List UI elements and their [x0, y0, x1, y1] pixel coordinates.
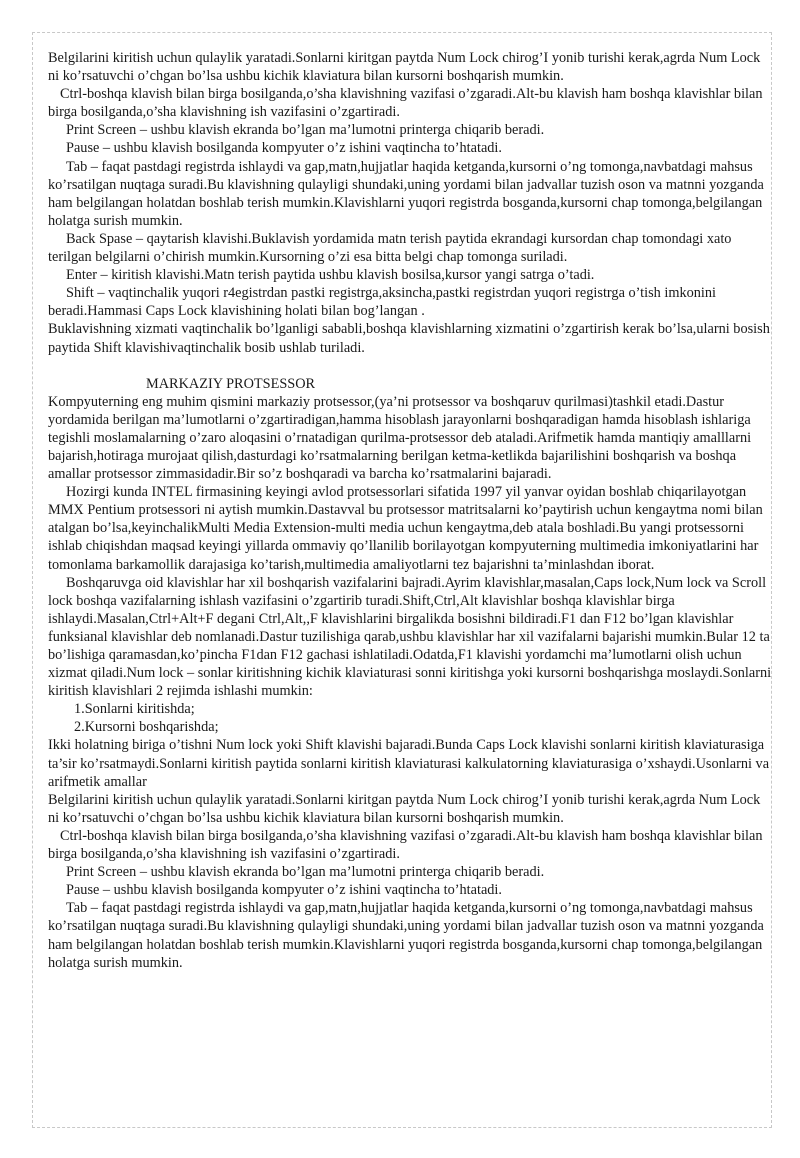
paragraph: Kompyuterning eng muhim qismini markaziy protsessor,(ya’ni protsessor va boshqaruv qurilmasi)tashkil etadi.Dastur yordamida berilgan ma’lumotlarni o’zgartiradigan,hamma hisoblash jarayonlarni boshqaradigan hamda hisoblash ishlariga tegishli moslamalarning o’zaro aloqasini o’rnatadigan qurilma-protsessor deb ataladi.Arifmetik hamda mantiqiy amalllarni bajarish,hotiraga murojaat qilish,dasturdagi ko’rsatmalarning berilgan ketma-ketlikda bajarilishini boshqarish va boshqa amallar protsessor zimmasidadir.Bir so’z boshqaradi va barcha ko’rsatmalarini bajaradi.	[48, 393, 752, 483]
paragraph: Enter – kiritish klavishi.Matn terish paytida ushbu klavish bosilsa,kursor yangi satrga o’tadi.	[66, 267, 595, 284]
paragraph: Buklavishning xizmati vaqtinchalik bo’lganligi sababli,boshqa klavishlarning xizmatini o’zgartirish kerak bo’lsa,ularni bosish paytida Shift klavishivaqtinchalik bosib ushlab turiladi.	[48, 321, 770, 356]
paragraph: Pause – ushbu klavish bosilganda kompyuter o’z ishini vaqtincha to’htatadi.	[66, 140, 502, 157]
paragraph: Belgilarini kiritish uchun qulaylik yaratadi.Sonlarni kiritgan paytda Num Lock chirog’I yonib turishi kerak,agrda Num Lock ni ko’rsatuvchi o’chgan bo’lsa ushbu kichik klaviatura bilan kursorni boshqarish mumkin.	[48, 50, 761, 85]
list-item: 1.Sonlarni kiritishda;	[74, 701, 195, 718]
paragraph: Boshqaruvga oid klavishlar har xil boshqarish vazifalarini bajradi.Ayrim klavishlar,masalan,Caps lock,Num lock va Scroll lock boshqa vazifalarning ishlash vazifasini o’zgartirib turadi.Shift,Ctrl,Alt klavishlar boshqa klavishlar birga ishlaydi.Masalan,Ctrl+Alt+F degani Ctrl,Alt,,F klavishlarini birgalikda bosishni bildiradi.F1 dan F12 bo’lgan klavishlar funksianal klavishlar deb nomlanadi.Dastur tuzilishiga qarab,ushbu klavishlar har xil vazifalarni bajarishi mumkin.Bular 12 ta bo’lishiga qaramasdan,ko’pincha F1dan F12 gachasi ishlatiladi.Odatda,F1 klavishi yordamchi ma’lumotlarni olish uchun xizmat qiladi.Num lock – sonlar kiritishning kichik klaviaturasi sonni kiritishga yoki kursorni boshqarishga moslaydi.Sonlarni kiritish klavishlari 2 rejimda ishlashi mumkin:	[48, 574, 772, 700]
paragraph: Ctrl-boshqa klavish bilan birga bosilganda,o’sha klavishning vazifasi o’zgaradi.Alt-bu klavish ham boshqa klavishlar bilan birga bosilganda,o’sha klavishning ish vazifasini o’zgartiradi.	[48, 827, 763, 863]
paragraph: Print Screen – ushbu klavish ekranda bo’lgan ma’lumotni printerga chiqarib beradi.	[66, 864, 545, 881]
section-heading: MARKAZIY PROTSESSOR	[146, 375, 316, 392]
paragraph: Pause – ushbu klavish bosilganda kompyuter o’z ishini vaqtincha to’htatadi.	[66, 882, 502, 899]
paragraph: Ikki holatning biriga o’tishni Num lock yoki Shift klavishi bajaradi.Bunda Caps Lock klavishi sonlarni kiritish klaviaturasiga ta’sir ko’rsatmaydi.Sonlarni kiritish paytida sonlarni kiritish klaviaturasi kalkulatorning klaviaturasiga o’xshaydi.Usonlarni va arifmetik amallar	[48, 737, 770, 790]
paragraph: Hozirgi kunda INTEL firmasining keyingi avlod protsessorlari sifatida 1997 yil yanvar oyidan boshlab chiqarilayotgan MMX Pentium protsessori ni aytish mumkin.Dastavval bu protsessor matritsalarni ko’paytirish uchun kengaytma nomi bilan atalgan bo’lsa,keyinchalikMulti Media Extension-multi media uchun kengaytma,deb atala boshladi.Bu yangi protsessorni ishlab chiqishdan maqsad keyingi yillarda ommaviy qo’llanilib borilayotgan kompyuterning multimedia imkoniyatlarini har tomonlama barkamollik darajasiga ko’tarish,multimedia amaliyotlarni tez bajarishni ta’minlashdan iborat.	[48, 484, 763, 573]
paragraph: Tab – faqat pastdagi registrda ishlaydi va gap,matn,hujjatlar haqida ketganda,kursorni o’ng tomonga,navbatdagi mahsus ko’rsatilgan nuqtaga suradi.Bu klavishning qulayligi shundaki,uning yordami bilan jadvallar tuzish oson va matnni yozganda ham belgilangan holatdan boshlab terish mumkin.Klavishlarni yuqori registrda bosganda,kursorni chap tomonga,belgilangan holatga surish mumkin.	[48, 900, 764, 971]
paragraph: Back Spase – qaytarish klavishi.Buklavish yordamida matn terish paytida ekrandagi kursordan chap tomondagi xato terilgan belgilarni o’chirish mumkin.Kursorning o’zi esa bitta belgi chap tomonga suriladi.	[48, 230, 732, 266]
document-body	[48, 49, 774, 972]
paragraph: Print Screen – ushbu klavish ekranda bo’lgan ma’lumotni printerga chiqarib beradi.	[66, 122, 545, 139]
paragraph: Tab – faqat pastdagi registrda ishlaydi va gap,matn,hujjatlar haqida ketganda,kursorni o’ng tomonga,navbatdagi mahsus ko’rsatilgan nuqtaga suradi.Bu klavishning qulayligi shundaki,uning yordami bilan jadvallar tuzish oson va matnni yozganda ham belgilangan holatdan boshlab terish mumkin.Klavishlarni yuqori registrda bosganda,kursorni chap tomonga,belgilangan holatga surish mumkin.	[48, 158, 764, 229]
paragraph: Shift – vaqtinchalik yuqori r4egistrdan pastki registrga,aksincha,pastki registrdan yuqori registrga o’tish imkonini beradi.Hammasi Caps Lock klavishining holati bilan bog’langan .	[48, 285, 716, 320]
list-item: 2.Kursorni boshqarishda;	[74, 719, 219, 736]
paragraph: Ctrl-boshqa klavish bilan birga bosilganda,o’sha klavishning vazifasi o’zgaradi.Alt-bu klavish ham boshqa klavishlar bilan birga bosilganda,o’sha klavishning ish vazifasini o’zgartiradi.	[48, 86, 763, 121]
paragraph: Belgilarini kiritish uchun qulaylik yaratadi.Sonlarni kiritgan paytda Num Lock chirog’I yonib turishi kerak,agrda Num Lock ni ko’rsatuvchi o’chgan bo’lsa ushbu kichik klaviatura bilan kursorni boshqarish mumkin.	[48, 791, 761, 826]
